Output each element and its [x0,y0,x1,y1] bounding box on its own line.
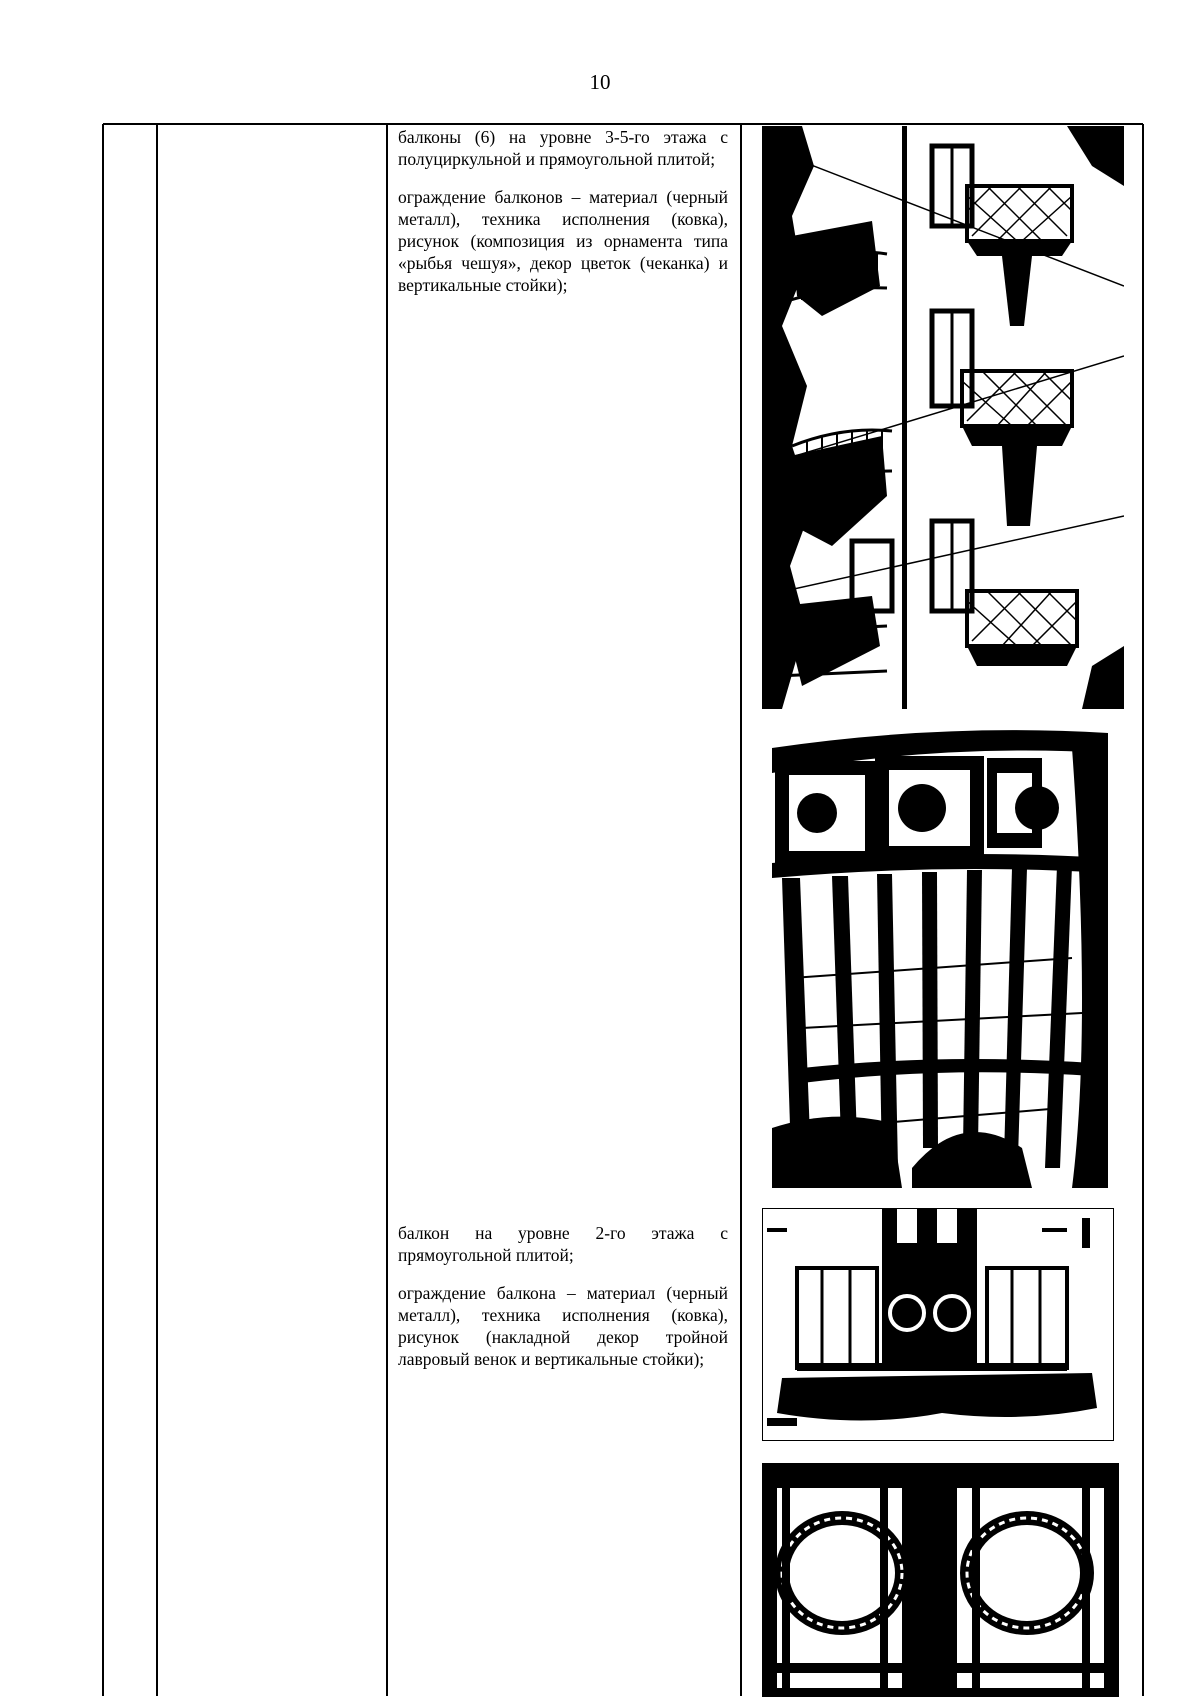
facade-balconies-photo [762,126,1124,709]
balcony-railing-closeup-photo [772,728,1108,1188]
entry-description: ограждение балкона – материал (черный металл), техника исполнения (ковка), рисунок (накладной декор тройной лавровый венок и вертикальные стойки); [398,1283,728,1369]
entry-heading: балконы (6) на уровне 3-5-го этажа с полуциркульной и прямоугольной плитой; [398,127,728,169]
laurel-wreath-railing-photo [762,1463,1119,1697]
entry-description: ограждение балконов – материал (черный металл), техника исполнения (ковка), рисунок (композиция из орнамента типа «рыбья чешуя», декор цветок (чеканка) и вертикальные стойки); [398,187,728,295]
entry-heading: балкон на уровне 2-го этажа с прямоугольной плитой; [398,1223,728,1265]
second-floor-balcony-photo [762,1208,1114,1441]
page-number: 10 [589,70,611,94]
entry-balconies-3-5 [398,126,728,312]
entry-balcony-2 [398,1222,728,1386]
